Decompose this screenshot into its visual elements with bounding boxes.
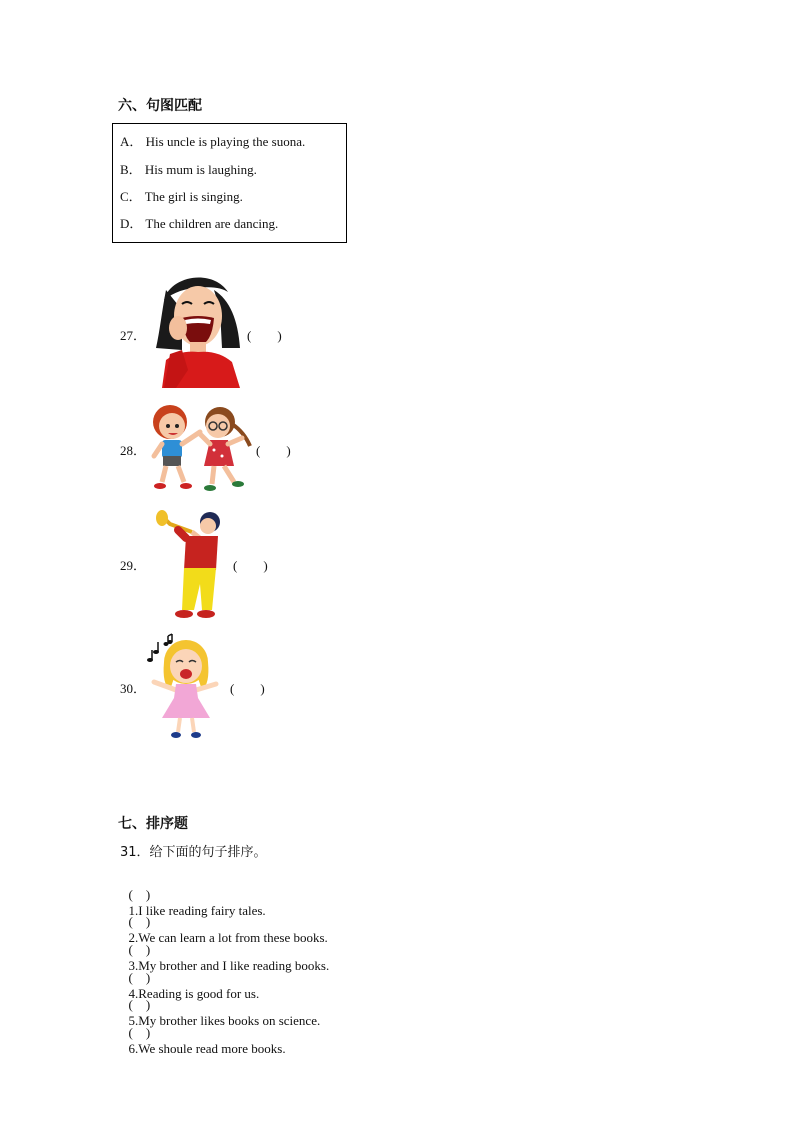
ordering-blank[interactable]: ( ) xyxy=(128,914,151,929)
ordering-blank[interactable]: ( ) xyxy=(128,942,151,957)
answer-blank-27[interactable]: ( ) xyxy=(247,328,282,343)
option-b xyxy=(120,159,257,178)
section-6-title: 六、句图匹配 xyxy=(118,98,202,114)
option-text: The children are dancing. xyxy=(145,216,279,231)
ordering-sentence: 5.My brother likes books on science. xyxy=(128,1013,321,1028)
option-text: His mum is laughing. xyxy=(144,162,257,177)
ordering-blank[interactable]: ( ) xyxy=(128,887,151,902)
suona-player-picture xyxy=(156,510,228,622)
option-text: The girl is singing. xyxy=(144,189,243,204)
answer-blank-30[interactable]: ( ) xyxy=(230,681,265,696)
ordering-sentence: 4.Reading is good for us. xyxy=(128,986,260,1001)
option-letter: A． xyxy=(120,134,143,149)
options-box xyxy=(112,123,347,243)
section-7-title: 七、排序题 xyxy=(118,816,188,832)
option-letter: B． xyxy=(120,162,142,177)
question-28-number: 28． xyxy=(120,443,147,458)
ordering-sentence: 3.My brother and I like reading books. xyxy=(128,958,330,973)
question-30-number: 30． xyxy=(120,681,147,696)
ordering-blank[interactable]: ( ) xyxy=(128,997,151,1012)
question-29-number: 29． xyxy=(120,558,147,573)
ordering-sentence: 6.We shoule read more books. xyxy=(128,1041,286,1056)
option-letter: C． xyxy=(120,189,142,204)
ordering-item xyxy=(122,1006,286,1057)
answer-blank-28[interactable]: ( ) xyxy=(256,443,291,458)
option-a xyxy=(120,131,305,150)
singing-girl-picture xyxy=(146,632,220,742)
option-c xyxy=(120,186,243,205)
option-d xyxy=(120,213,278,232)
ordering-sentence: 1.I like reading fairy tales. xyxy=(128,903,266,918)
answer-blank-29[interactable]: ( ) xyxy=(233,558,268,573)
question-27-number: 27． xyxy=(120,328,147,343)
ordering-blank[interactable]: ( ) xyxy=(128,970,151,985)
dancing-children-picture xyxy=(148,402,256,492)
option-letter: D． xyxy=(120,216,143,231)
ordering-blank[interactable]: ( ) xyxy=(128,1025,151,1040)
ordering-sentence: 2.We can learn a lot from these books. xyxy=(128,930,328,945)
question-31-prompt: 31．给下面的句子排序。 xyxy=(120,845,267,860)
laughing-woman-picture xyxy=(152,270,244,388)
option-text: His uncle is playing the suona. xyxy=(145,134,306,149)
